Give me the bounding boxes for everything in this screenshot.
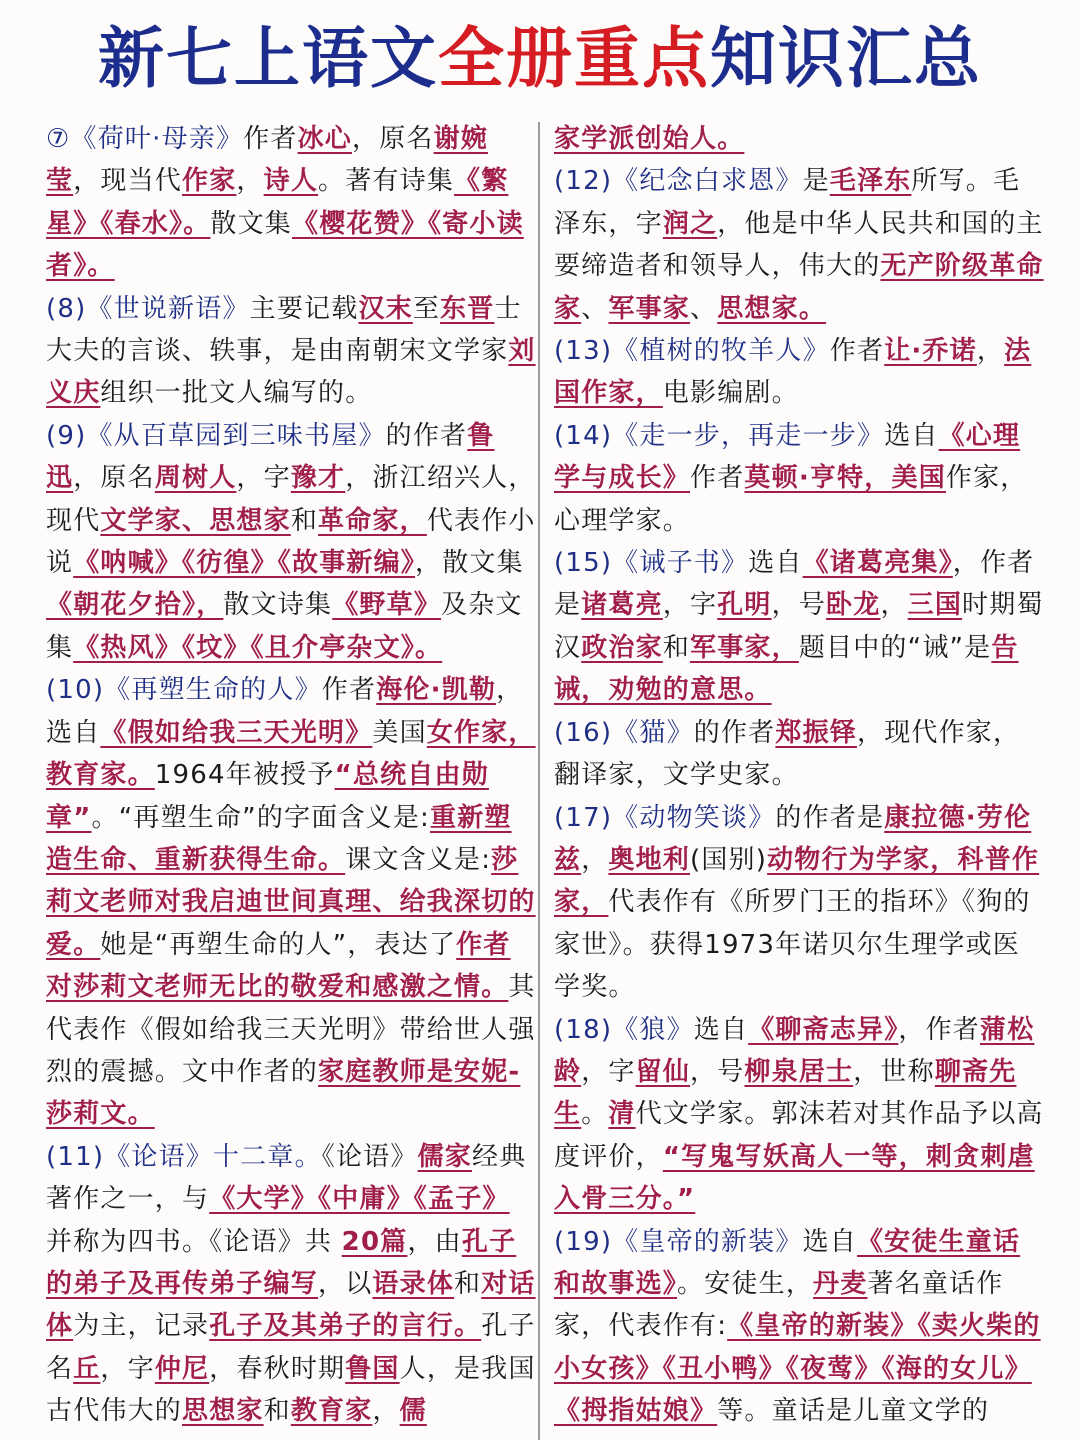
body-text: 。著有诗集 [318,166,455,197]
highlighted-term: 儒 [399,1396,427,1427]
knowledge-entry [554,1009,1044,1221]
body-text: 时期蜀汉 [554,590,1044,663]
highlighted-term: 《皇帝的新装》《卖火柴的小女孩》《丑小鸭》《夜莺》《海的女儿》《拇指姑娘》 [554,1311,1041,1427]
highlighted-term: 家学派创始人。 [554,124,745,154]
body-text: ，号 [690,1056,745,1087]
work-title: 《从百草园到三味书屋》 [86,420,386,451]
entry-number: ⑦ [46,124,71,154]
highlighted-term: 思想家 [182,1396,264,1427]
body-text: 至 [412,293,441,324]
work-title: 《再塑生命的人》 [104,675,322,706]
highlighted-term: 告诫，劝勉的意思。 [554,632,1019,706]
highlighted-term: 刘义庆 [46,336,536,409]
work-title: 《动物笑谈》 [612,802,776,833]
highlighted-term: 《诸葛亮集》 [802,548,953,579]
work-title: 《植树的牧羊人》 [612,336,830,367]
highlighted-term: 《呐喊》《彷徨》《故事新编》 [73,548,416,579]
body-text: 选自 [748,548,803,579]
body-text: 是 [802,166,830,197]
body-text: 著名童话作家，代表作有: [554,1268,1004,1342]
knowledge-entry [46,118,536,288]
title-part-3: 知识汇总 [710,18,982,97]
content-columns [0,118,1080,1440]
entry-number: (8) [46,293,87,324]
highlighted-term: 鲁迅 [46,420,495,494]
body-text: ，原名 [352,124,434,154]
title-part-2: 全册重点 [438,18,710,97]
work-title: 《走一步，再走一步》 [612,420,885,451]
body-text: ，字 [662,590,718,621]
body-text: ，字 [236,463,291,494]
knowledge-entry [554,1221,1044,1433]
body-text: 为主，记录 [73,1311,210,1342]
body-text: 。安徒生， [677,1268,814,1299]
highlighted-term: 《假如给我三天光明》 [100,717,373,748]
highlighted-term: 丹麦 [813,1268,868,1299]
knowledge-entry [554,797,1044,1009]
highlighted-term: 仲尼 [154,1353,210,1384]
work-title: 《荷叶·母亲》 [70,124,244,154]
body-text: 选自 [802,1226,857,1257]
highlighted-term: 孔子及其弟子的言行。 [209,1311,482,1342]
highlighted-term: 东晋 [440,293,495,324]
body-text: 所写。毛泽东，字 [554,166,1021,239]
body-text: 和 [290,505,319,536]
body-text: 和 [662,632,691,663]
highlighted-term: 军事家， [690,632,799,663]
highlighted-term: 冰心 [297,124,352,154]
highlighted-term: 让·乔诺 [884,336,977,367]
highlighted-term: 康拉德·劳伦兹 [554,802,1032,875]
highlighted-term: 郑振铎 [775,717,857,748]
highlighted-term: 三国 [907,590,963,621]
body-text: 作者 [690,463,745,494]
highlighted-term: 《朝花夕拾》， [46,590,224,621]
body-text: 、 [690,293,718,324]
page-title [0,0,1080,104]
highlighted-term: 军事家 [608,293,691,324]
body-text: ，原名 [73,463,155,494]
body-text: ，字 [100,1353,155,1384]
body-text: 课文含义是: [345,844,492,875]
body-text: ，散文集 [415,548,524,579]
body-text: 散文集 [210,208,293,239]
highlighted-term: 润之 [662,208,718,239]
knowledge-entry [554,415,1044,542]
highlighted-term: 动物行为学家，科普作家， [554,844,1040,918]
knowledge-entry [554,712,1044,797]
body-text: 电影编剧。 [662,378,799,409]
highlighted-term: 海伦·凯勒 [376,675,497,706]
knowledge-entry [554,330,1044,415]
body-text: 等。童话是儿童文学的 [717,1396,990,1427]
body-text: ， [372,1396,400,1427]
body-text: 及杂文集 [46,590,523,663]
body-text: 选自 [693,1014,749,1045]
highlighted-term: 毛泽东 [829,166,912,197]
entry-number: (17) [554,802,613,833]
highlighted-term: 20篇 [341,1226,408,1257]
body-text: ，以 [318,1268,373,1299]
body-text: 《论语》 [321,1141,418,1172]
body-text: ， [236,166,264,197]
highlighted-term: 家庭教师是安妮-莎莉文。 [46,1056,521,1130]
body-text: 她是“再塑生命的人”，表达了 [100,929,457,960]
entry-number: (13) [554,336,613,367]
body-text: ， [976,336,1005,367]
knowledge-entry [46,288,536,415]
highlighted-term: 《野草》 [332,590,442,621]
highlighted-term: “总统自由勋章” [46,760,489,833]
body-text: 的作者是 [775,802,885,833]
highlighted-term: 诗人 [263,166,319,197]
highlighted-term: 革命家， [318,505,427,536]
body-text: 美国 [372,717,427,748]
highlighted-term: 《热风》《坟》《且介亭杂文》。 [73,632,443,663]
highlighted-term: 奥地利 [608,844,691,875]
body-text: ，作者是 [554,548,1035,621]
highlighted-term: 《安徒生童话和故事选》 [554,1226,1021,1299]
body-text: 、 [581,293,609,324]
body-text: 主要记载 [249,293,359,324]
highlighted-term: 政治家 [581,632,663,663]
highlighted-term: 孔子的弟子及再传弟子编写 [46,1226,517,1299]
body-text: 作者 [243,124,298,154]
body-text: 经典著作之一，与 [46,1141,527,1215]
work-title: 《世说新语》 [86,293,250,324]
body-text: 和 [454,1268,482,1299]
body-text: ，春秋时期 [209,1353,346,1384]
highlighted-term: 丘 [73,1353,101,1384]
body-text: 和 [263,1396,291,1427]
highlighted-term: 作者对莎莉文老师无比的敬爱和感激之情。 [46,929,511,1003]
highlighted-term: 法国作家， [554,336,1032,409]
highlighted-term: 《樱花赞》《寄小读者》。 [46,208,524,282]
body-text: 代文学家。郭沫若对其作品予以高度评价， [554,1099,1044,1172]
right-column [554,118,1044,1433]
highlighted-term: 无产阶级革命家 [554,251,1044,324]
body-text: ，号 [771,590,827,621]
body-text: 的作者 [693,717,776,748]
body-text: 人，是我国古代伟大的 [46,1353,536,1427]
highlighted-term: 蒲松龄 [554,1014,1035,1087]
body-text: 作家，心理学家。 [554,463,1028,536]
body-text: 选自 [884,420,939,451]
body-text: 其代表作《假如给我三天光明》带给世人强烈的震撼。文中作者的 [46,972,536,1087]
body-text: ，由 [407,1226,462,1257]
highlighted-term: 莎莉文老师对我启迪世间真理、给我深切的爱。 [46,844,536,960]
body-text: 组织一批文人编写的。 [100,378,373,409]
highlighted-term: 对话体 [46,1268,536,1342]
highlighted-term: 鲁国 [345,1353,400,1384]
body-text: 士大夫的言谈、轶事，是由南朝宋文学家 [46,293,522,367]
left-column [46,118,536,1433]
work-title: 《猫》 [612,717,694,748]
highlighted-term: 语录体 [372,1268,455,1299]
body-text: 代表作有《所罗门王的指环》《狗的家世》。获得1973年诺贝尔生理学或医学奖。 [554,887,1031,1003]
body-text: 的作者 [385,420,468,451]
work-title: 《皇帝的新装》 [612,1226,803,1257]
highlighted-term: 儒家 [417,1141,472,1172]
highlighted-term: 莫顿·亨特，美国 [744,463,946,494]
highlighted-term: 《聊斋志异》 [748,1014,899,1045]
highlighted-term: 《心理学与成长》 [554,420,1021,494]
entry-number: (11) [46,1141,105,1172]
highlighted-term: 作家 [182,166,237,197]
body-text: 。 [581,1099,609,1130]
highlighted-term: 《繁星》《春水》。 [46,166,509,239]
highlighted-term: 文学家、思想家 [100,505,291,536]
knowledge-entry [554,542,1044,712]
knowledge-entry [46,1136,536,1433]
highlighted-term: 重新塑造生命、重新获得生命。 [46,802,512,875]
body-text: ，字 [581,1056,636,1087]
body-text: 。“再塑生命”的字面含义是: [91,802,430,833]
highlighted-term: “写鬼写妖高人一等，刺贪刺虐入骨三分。” [554,1141,1035,1215]
highlighted-term: 周树人 [154,463,237,494]
knowledge-entry [554,160,1044,330]
entry-number: (12) [554,166,613,197]
highlighted-term: 思想家。 [717,293,827,324]
body-text: ，他是中华人民共和国的主要缔造者和领导人，伟大的 [554,208,1044,282]
entry-number: (16) [554,717,613,748]
body-text: (国别) [690,844,768,875]
highlighted-term: 豫才 [290,463,346,494]
work-title: 《诫子书》 [612,548,749,579]
body-text: 1964年被授予 [154,760,335,791]
title-part-1: 新七上语文 [98,18,438,97]
highlighted-term: 留仙 [635,1056,691,1087]
highlighted-term: 卧龙 [826,590,881,621]
body-text: 并称为四书。《论语》共 [46,1226,342,1257]
highlighted-term: 诸葛亮 [581,590,663,621]
body-text: 散文诗集 [223,590,333,621]
entry-number: (9) [46,420,87,451]
work-title: 《狼》 [612,1014,694,1045]
body-text: ， [880,590,908,621]
body-text: 代表作小说 [46,505,536,579]
highlighted-term: 清 [608,1099,636,1130]
highlighted-term: 柳泉居士 [744,1056,854,1087]
entry-number: (10) [46,675,105,706]
entry-number: (15) [554,548,613,579]
knowledge-entry [46,669,536,1135]
entry-number: (18) [554,1014,613,1045]
body-text: ，世称 [853,1056,935,1087]
highlighted-term: 聊斋先生 [554,1056,1017,1130]
body-text: 题目中的“诫”是 [798,632,992,663]
highlighted-term: 谢婉莹 [46,124,489,197]
body-text: ，现当代 [73,166,183,197]
highlighted-term: 《大学》《中庸》《孟子》 [209,1184,510,1215]
body-text: ， [581,844,609,875]
knowledge-entry [554,118,1044,160]
body-text: ，现代作家，翻译家，文学史家。 [554,717,1021,791]
body-text: 孔子名 [46,1311,536,1384]
highlighted-term: 孔明 [717,590,772,621]
entry-number: (14) [554,420,613,451]
body-text: ，选自 [46,675,524,748]
entry-number: (19) [554,1226,613,1257]
work-title: 《论语》十二章。 [104,1141,322,1172]
body-text: 作者 [321,675,377,706]
highlighted-term: 教育家 [290,1396,373,1427]
body-text: ，作者 [898,1014,980,1045]
highlighted-term: 汉末 [358,293,413,324]
knowledge-entry [46,415,536,669]
work-title: 《纪念白求恩》 [612,166,803,197]
highlighted-term: 女作家，教育家。 [46,717,536,791]
body-text: 作者 [829,336,885,367]
body-text: ，浙江绍兴人，现代 [46,463,536,536]
